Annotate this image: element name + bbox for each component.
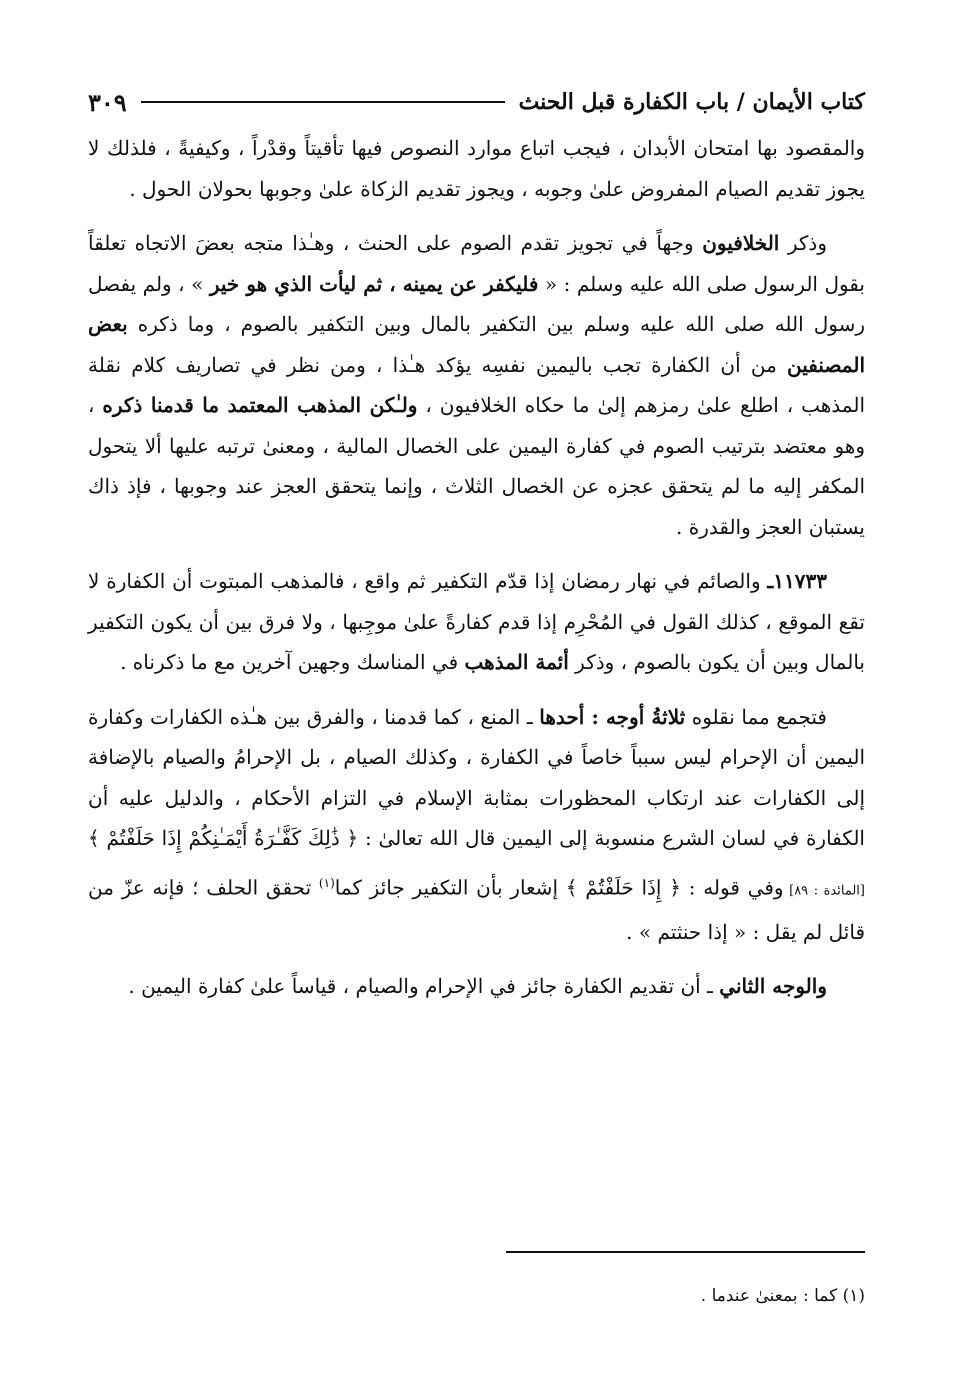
- quran-verse-2: ﴿ إِذَا حَلَفْتُمْ ﴾: [565, 875, 681, 900]
- running-header: [88, 82, 865, 122]
- p3-bold-1: أئمة المذهب: [464, 650, 569, 674]
- page-number: ٣٠٩: [88, 87, 127, 117]
- p3-text-2: في المناسك وجهين آخرين مع ما ذكرناه .: [120, 650, 465, 674]
- p4-text-5: تحقق الحلف ؛ فإنه عزّ من قائل لم يقل : « إذا حنثتم » .: [88, 875, 865, 944]
- footnote-marker: (١): [842, 1286, 865, 1306]
- paragraph-5: [88, 966, 865, 1007]
- p3-number: ١١٧٣٣ـ: [767, 569, 827, 593]
- paragraph-2: [88, 223, 865, 547]
- p2-text-2: وجهاً في تجويز تقدم الصوم على الحنث ، وهـٰذا متجه بعضَ الاتجاه تعلقاً بقول الرسول صلى الله عليه وسلم : «: [88, 231, 865, 296]
- quran-verse-1: ﴿ ذَٰلِكَ كَفَّـٰرَةُ أَيْمَـٰنِكُمْ إِذَا حَلَفْتُمْ ﴾: [88, 826, 359, 850]
- paragraph-4: [88, 697, 865, 953]
- footnote-separator: [506, 1251, 865, 1253]
- p3-text-1: والصائم في نهار رمضان إذا قدّم التكفير ثم واقع ، فالمذهب المبتوت أن الكفارة لا تقع الموقع ، كذلك القول في المُحْرِم إذا قدم كفارةً علىٰ موجِبها ، ولا فرق بين أن يكون التكفير بالمال وبين أن يكون بالصوم ، وذكر: [88, 569, 865, 674]
- p2-text-3: » ، ولم يفصل رسول الله صلى الله عليه وسلم بين التكفير بالمال وبين التكفير بالصوم ، وما ذكره: [88, 271, 865, 336]
- footnote: [500, 1282, 865, 1310]
- p4-text-1: فتجمع مما نقلوه: [685, 704, 827, 729]
- verse-reference: [المائدة : ٨٩]: [783, 883, 865, 899]
- p4-text-4: إشعار بأن التكفير جائز كما: [334, 875, 566, 900]
- p4-bold-1: ثلاثةُ أوجه : أحدها: [539, 704, 686, 729]
- p2-bold-4: ولـٰكن المذهب المعتمد ما قدمنا ذكره: [102, 393, 418, 417]
- p5-bold-1: والوجه الثاني: [719, 974, 827, 999]
- p4-text-2: ـ المنع ، كما قدمنا ، والفرق بين هـٰذه الكفارات وكفارة اليمين أن الإحرام ليس سبباً خاصاً في الكفارة ، وكذلك الصيام ، بل الإحرامُ والصيام بالإضافة إلى الكفارات عند ارتكاب المحظورات بمثابة الإسلام في التزام الأحكام ، والدليل عليه أن الكفارة في لسان الشرع منسوبة إلى اليمين قال الله تعالىٰ :: [88, 704, 865, 850]
- paragraph-1: [88, 128, 865, 209]
- p4-text-3: وفي قوله :: [680, 875, 784, 900]
- p5-text-1: ـ أن تقديم الكفارة جائز في الإحرام والصيام ، قياساً علىٰ كفارة اليمين .: [128, 974, 720, 999]
- header-rule: [141, 101, 505, 103]
- main-text: [88, 128, 865, 1021]
- p2-text-4: من أن الكفارة تجب باليمين نفسِه يؤكد هـٰذا ، ومن نظر في تصاريف كلام نقلة المذهب ، اطلع علىٰ رمزهم إلىٰ ما حكاه الخلافيون ،: [88, 352, 866, 417]
- paragraph-3: [88, 561, 865, 683]
- p1-text: والمقصود بها امتحان الأبدان ، فيجب اتباع موارد النصوص فيها تأقيتاً وقدْراً ، وكيفيةً ، فلذلك لا يجوز تقديم الصيام المفروض علىٰ وجوبه ، ويجوز تقديم الزكاة علىٰ وجوبها بحولان الحول .: [88, 136, 865, 201]
- p2-text-5: ، وهو معتضد بترتيب الصوم في كفارة اليمين على الخصال المالية ، ومعنىٰ ترتبه عليها ألا يتحول المكفر إليه ما لم يتحقق عجزه عن الخصال الثلاث ، وإنما يتحقق العجز عند وجوبها ، فإذ ذاك يستبان العجز والقدرة .: [88, 393, 865, 539]
- p2-bold-1: الخلافيون: [702, 231, 780, 255]
- p2-text-1: وذكر: [779, 231, 827, 255]
- header-title: كتاب الأيمان / باب الكفارة قبل الحنث: [518, 89, 865, 115]
- p2-bold-2: فليكفر عن يمينه ، ثم ليأت الذي هو خير: [209, 271, 539, 296]
- footnote-ref-1: (١): [318, 875, 335, 890]
- p2-bold-3: بعض المصنفين: [88, 312, 865, 377]
- footnote-text: كما : بمعنىٰ عندما .: [700, 1286, 843, 1306]
